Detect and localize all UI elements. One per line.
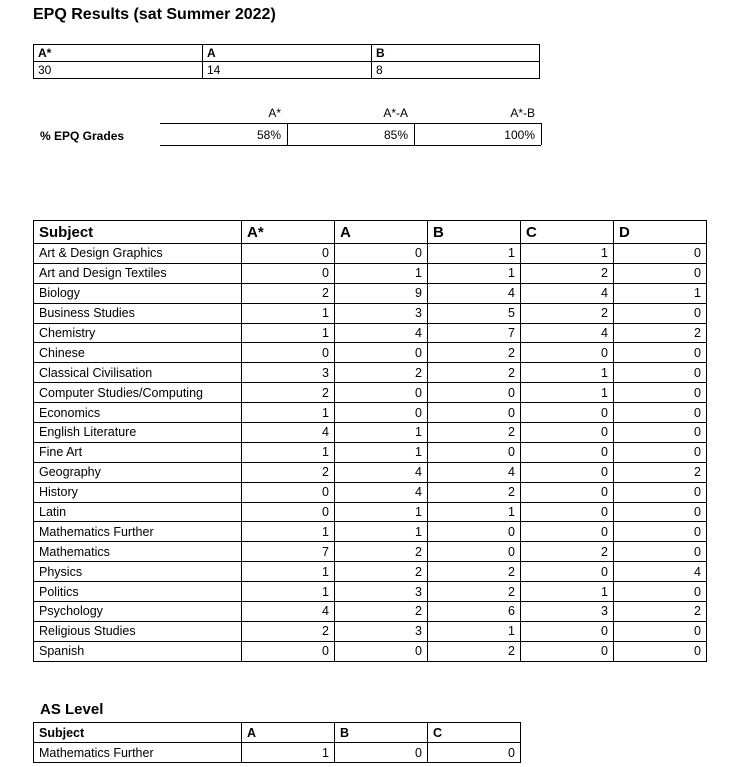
grade-count-cell: 0 bbox=[428, 442, 521, 462]
grade-counts-table bbox=[33, 44, 540, 79]
grade-count-cell: 0 bbox=[614, 502, 707, 522]
grade-count-cell: 4 bbox=[242, 423, 335, 443]
table-row bbox=[34, 244, 707, 264]
grade-count-cell: 1 bbox=[428, 244, 521, 264]
pct-top-rule bbox=[160, 123, 541, 124]
grade-count-cell: 4 bbox=[242, 602, 335, 622]
grade-count-cell: 0 bbox=[335, 383, 428, 403]
grade-header-a: A bbox=[203, 45, 372, 62]
table-row bbox=[34, 423, 707, 443]
grade-count-cell: 2 bbox=[614, 462, 707, 482]
grade-count-cell: 3 bbox=[242, 363, 335, 383]
grade-count-cell: 1 bbox=[242, 522, 335, 542]
table-row bbox=[34, 562, 707, 582]
grade-count-cell: 1 bbox=[242, 323, 335, 343]
grade-count-cell: 0 bbox=[521, 403, 614, 423]
grade-count-cell: 0 bbox=[242, 244, 335, 264]
grade-count-cell: 0 bbox=[614, 442, 707, 462]
grade-count-cell: 1 bbox=[335, 442, 428, 462]
grade-count-cell: 2 bbox=[428, 363, 521, 383]
grade-count-cell: 1 bbox=[335, 263, 428, 283]
pct-label: % EPQ Grades bbox=[40, 129, 125, 143]
grade-count-cell: 0 bbox=[428, 743, 521, 763]
grade-count-cell: 2 bbox=[242, 462, 335, 482]
subject-cell: Fine Art bbox=[34, 442, 242, 462]
grade-value-astar: 30 bbox=[34, 62, 203, 79]
grade-count-cell: 1 bbox=[335, 423, 428, 443]
grade-count-cell: 2 bbox=[335, 542, 428, 562]
subject-cell: Art and Design Textiles bbox=[34, 263, 242, 283]
grade-count-cell: 0 bbox=[614, 383, 707, 403]
grade-count-cell: 0 bbox=[428, 403, 521, 423]
grade-count-cell: 0 bbox=[521, 641, 614, 661]
grade-count-cell: 1 bbox=[242, 303, 335, 323]
table-row bbox=[34, 343, 707, 363]
pct-divider bbox=[541, 123, 542, 145]
grade-count-cell: 0 bbox=[614, 244, 707, 264]
grade-count-cell: 0 bbox=[335, 641, 428, 661]
grade-count-cell: 0 bbox=[335, 403, 428, 423]
pct-value-astar: 58% bbox=[256, 128, 281, 142]
grade-count-cell: 1 bbox=[428, 621, 521, 641]
table-row bbox=[34, 462, 707, 482]
grade-count-cell: 2 bbox=[428, 423, 521, 443]
subject-cell: Economics bbox=[34, 403, 242, 423]
grade-value-a: 14 bbox=[203, 62, 372, 79]
column-header: A* bbox=[242, 221, 335, 244]
grade-count-cell: 3 bbox=[335, 621, 428, 641]
table-row bbox=[34, 383, 707, 403]
grade-count-cell: 2 bbox=[428, 641, 521, 661]
grade-count-cell: 0 bbox=[521, 442, 614, 462]
grade-count-cell: 0 bbox=[335, 343, 428, 363]
table-header-row bbox=[34, 221, 707, 244]
grade-count-cell: 2 bbox=[335, 562, 428, 582]
grade-count-cell: 4 bbox=[521, 283, 614, 303]
grade-count-cell: 0 bbox=[614, 303, 707, 323]
grade-count-cell: 0 bbox=[521, 522, 614, 542]
grade-header-b: B bbox=[372, 45, 540, 62]
grade-count-cell: 0 bbox=[521, 343, 614, 363]
grade-counts-header-row bbox=[34, 45, 540, 62]
grade-count-cell: 2 bbox=[428, 343, 521, 363]
grade-count-cell: 2 bbox=[521, 542, 614, 562]
subjects-table bbox=[33, 220, 707, 662]
grade-count-cell: 1 bbox=[428, 263, 521, 283]
table-row bbox=[34, 263, 707, 283]
table-row bbox=[34, 283, 707, 303]
subject-cell: Geography bbox=[34, 462, 242, 482]
grade-count-cell: 0 bbox=[614, 621, 707, 641]
subject-cell: Chinese bbox=[34, 343, 242, 363]
grade-count-cell: 1 bbox=[242, 562, 335, 582]
subject-cell: Latin bbox=[34, 502, 242, 522]
column-header: A bbox=[242, 723, 335, 743]
grade-count-cell: 9 bbox=[335, 283, 428, 303]
subject-cell: Chemistry bbox=[34, 323, 242, 343]
grade-count-cell: 7 bbox=[428, 323, 521, 343]
grade-count-cell: 2 bbox=[614, 602, 707, 622]
subject-cell: Computer Studies/Computing bbox=[34, 383, 242, 403]
subject-cell: Physics bbox=[34, 562, 242, 582]
table-row bbox=[34, 641, 707, 661]
column-header: Subject bbox=[34, 221, 242, 244]
grade-count-cell: 4 bbox=[428, 462, 521, 482]
grade-value-b: 8 bbox=[372, 62, 540, 79]
subject-cell: English Literature bbox=[34, 423, 242, 443]
grade-count-cell: 1 bbox=[335, 502, 428, 522]
pct-header-astar-b: A*-B bbox=[510, 106, 535, 120]
grade-count-cell: 2 bbox=[335, 602, 428, 622]
column-header: Subject bbox=[34, 723, 242, 743]
grade-count-cell: 0 bbox=[242, 263, 335, 283]
grade-count-cell: 6 bbox=[428, 602, 521, 622]
grade-count-cell: 0 bbox=[242, 502, 335, 522]
column-header: B bbox=[335, 723, 428, 743]
grade-count-cell: 4 bbox=[335, 462, 428, 482]
grade-count-cell: 4 bbox=[335, 482, 428, 502]
grade-count-cell: 3 bbox=[521, 602, 614, 622]
grade-count-cell: 0 bbox=[521, 462, 614, 482]
grade-count-cell: 0 bbox=[428, 542, 521, 562]
grade-count-cell: 0 bbox=[521, 621, 614, 641]
grade-count-cell: 0 bbox=[521, 482, 614, 502]
table-header-row bbox=[34, 723, 521, 743]
grade-count-cell: 4 bbox=[335, 323, 428, 343]
grade-count-cell: 1 bbox=[242, 442, 335, 462]
grade-count-cell: 4 bbox=[521, 323, 614, 343]
grade-count-cell: 0 bbox=[242, 343, 335, 363]
subject-cell: Psychology bbox=[34, 602, 242, 622]
grade-count-cell: 3 bbox=[335, 303, 428, 323]
grade-count-cell: 0 bbox=[428, 383, 521, 403]
grade-count-cell: 2 bbox=[521, 303, 614, 323]
grade-count-cell: 0 bbox=[335, 244, 428, 264]
grade-count-cell: 2 bbox=[428, 482, 521, 502]
grade-count-cell: 0 bbox=[614, 363, 707, 383]
grade-count-cell: 0 bbox=[521, 423, 614, 443]
grade-count-cell: 1 bbox=[335, 522, 428, 542]
grade-count-cell: 4 bbox=[614, 562, 707, 582]
grade-count-cell: 0 bbox=[242, 482, 335, 502]
pct-value-astar-b: 100% bbox=[504, 128, 535, 142]
grade-count-cell: 5 bbox=[428, 303, 521, 323]
grade-count-cell: 0 bbox=[614, 542, 707, 562]
pct-header-astar-a: A*-A bbox=[383, 106, 408, 120]
grade-count-cell: 2 bbox=[428, 582, 521, 602]
table-row bbox=[34, 323, 707, 343]
subject-cell: Business Studies bbox=[34, 303, 242, 323]
subject-cell: Mathematics Further bbox=[34, 522, 242, 542]
column-header: B bbox=[428, 221, 521, 244]
table-row bbox=[34, 522, 707, 542]
grade-count-cell: 0 bbox=[614, 343, 707, 363]
grade-count-cell: 0 bbox=[335, 743, 428, 763]
subject-cell: Art & Design Graphics bbox=[34, 244, 242, 264]
grade-count-cell: 0 bbox=[614, 403, 707, 423]
grade-count-cell: 2 bbox=[428, 562, 521, 582]
grade-count-cell: 0 bbox=[614, 263, 707, 283]
table-row bbox=[34, 403, 707, 423]
grade-count-cell: 2 bbox=[614, 323, 707, 343]
page-title: EPQ Results (sat Summer 2022) bbox=[33, 6, 276, 23]
column-header: A bbox=[335, 221, 428, 244]
pct-bottom-rule bbox=[160, 145, 541, 146]
table-row bbox=[34, 363, 707, 383]
grade-header-astar: A* bbox=[34, 45, 203, 62]
grade-count-cell: 0 bbox=[242, 641, 335, 661]
grade-count-cell: 0 bbox=[614, 522, 707, 542]
grade-count-cell: 7 bbox=[242, 542, 335, 562]
as-level-table bbox=[33, 722, 521, 763]
table-row bbox=[34, 542, 707, 562]
table-row bbox=[34, 442, 707, 462]
grade-count-cell: 0 bbox=[614, 582, 707, 602]
table-row bbox=[34, 482, 707, 502]
grade-counts-value-row bbox=[34, 62, 540, 79]
grade-count-cell: 2 bbox=[335, 363, 428, 383]
grade-count-cell: 1 bbox=[242, 582, 335, 602]
subject-cell: Mathematics Further bbox=[34, 743, 242, 763]
grade-count-cell: 2 bbox=[242, 383, 335, 403]
grade-count-cell: 1 bbox=[521, 244, 614, 264]
table-row bbox=[34, 621, 707, 641]
grade-count-cell: 1 bbox=[521, 582, 614, 602]
grade-count-cell: 1 bbox=[242, 403, 335, 423]
grade-count-cell: 2 bbox=[521, 263, 614, 283]
pct-value-astar-a: 85% bbox=[383, 128, 408, 142]
grade-count-cell: 0 bbox=[614, 423, 707, 443]
subject-cell: Mathematics bbox=[34, 542, 242, 562]
grade-count-cell: 2 bbox=[242, 621, 335, 641]
column-header: C bbox=[521, 221, 614, 244]
grade-count-cell: 2 bbox=[242, 283, 335, 303]
grade-count-cell: 1 bbox=[428, 502, 521, 522]
grade-count-cell: 1 bbox=[614, 283, 707, 303]
grade-count-cell: 0 bbox=[614, 641, 707, 661]
as-level-title: AS Level bbox=[40, 701, 104, 718]
grade-count-cell: 3 bbox=[335, 582, 428, 602]
grade-count-cell: 1 bbox=[242, 743, 335, 763]
grade-count-cell: 4 bbox=[428, 283, 521, 303]
subject-cell: Classical Civilisation bbox=[34, 363, 242, 383]
table-row bbox=[34, 303, 707, 323]
grade-count-cell: 0 bbox=[521, 502, 614, 522]
grade-count-cell: 0 bbox=[614, 482, 707, 502]
table-row bbox=[34, 743, 521, 763]
grade-count-cell: 0 bbox=[521, 562, 614, 582]
grade-count-cell: 0 bbox=[428, 522, 521, 542]
grade-count-cell: 1 bbox=[521, 363, 614, 383]
table-row bbox=[34, 602, 707, 622]
column-header: D bbox=[614, 221, 707, 244]
subject-cell: History bbox=[34, 482, 242, 502]
subject-cell: Religious Studies bbox=[34, 621, 242, 641]
subject-cell: Politics bbox=[34, 582, 242, 602]
table-row bbox=[34, 502, 707, 522]
subject-cell: Spanish bbox=[34, 641, 242, 661]
subject-cell: Biology bbox=[34, 283, 242, 303]
table-row bbox=[34, 582, 707, 602]
pct-header-astar: A* bbox=[268, 106, 281, 120]
grade-count-cell: 1 bbox=[521, 383, 614, 403]
column-header: C bbox=[428, 723, 521, 743]
